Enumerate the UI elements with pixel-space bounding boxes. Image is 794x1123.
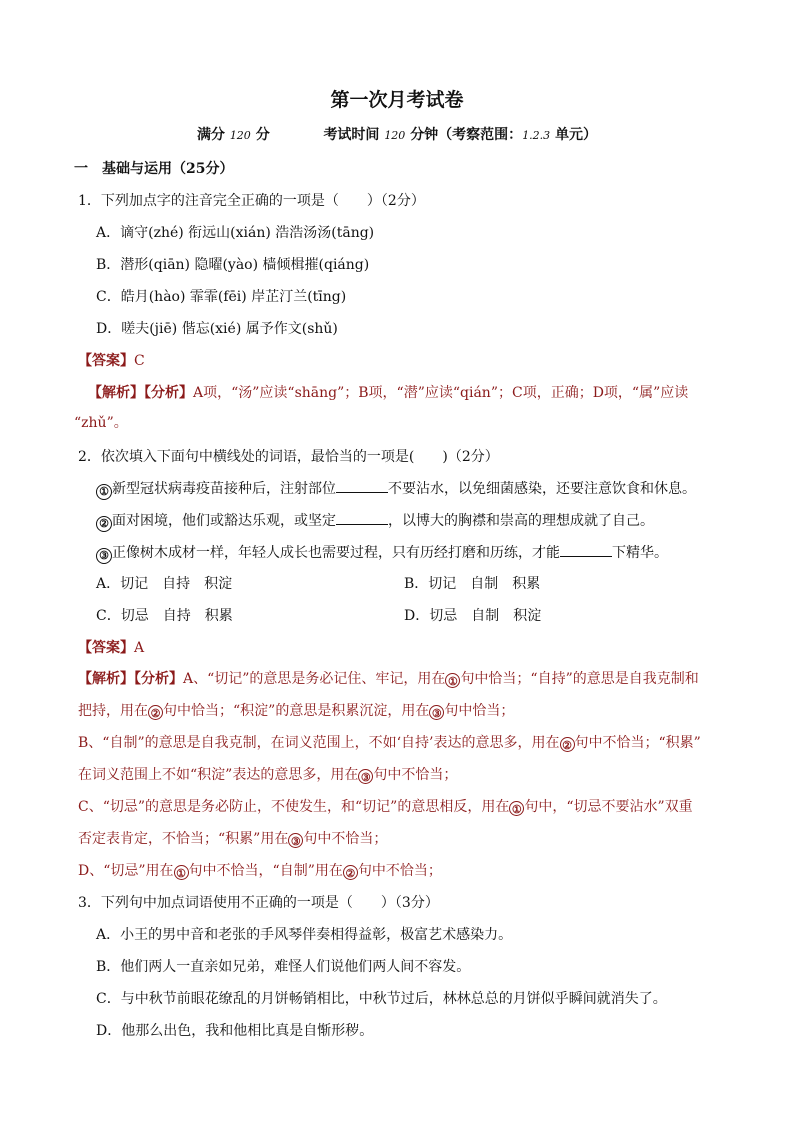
analysis-text: D、“切忌”用在	[78, 863, 174, 879]
range-end: 单元）	[555, 127, 598, 143]
analysis-text: 句中不恰当；“积累”	[574, 735, 701, 751]
analysis-text: 句中恰当；	[444, 703, 515, 719]
analysis-text: 否定表肯定，不恰当；“积累”用在	[78, 831, 289, 847]
analysis-text: 句中恰当；“自持”的意思是自我克制和	[460, 671, 699, 687]
time-label: 考试时间	[323, 127, 380, 143]
fill-blank	[336, 479, 388, 493]
circle-marker: ①	[174, 865, 189, 880]
q3-option-a: A．小王的男中音和老张的手风琴伴奏相得益彰，极富艺术感染力。	[96, 927, 513, 943]
circle-marker: ②	[560, 737, 575, 752]
circle-marker: ①	[509, 801, 524, 816]
q2-sentence-1	[96, 479, 696, 500]
circle-3: ③	[96, 548, 112, 564]
score-value: 120	[229, 129, 251, 142]
q1-option-b: B．潜形(qiān) 隐曜(yào) 樯倾楫摧(qiáng)	[96, 257, 370, 273]
question-3-stem: 3．下列句中加点词语使用不正确的一项是（ ）（3分）	[78, 895, 439, 911]
q3-option-b: B．他们两人一直亲如兄弟，难怪人们说他们两人间不容发。	[96, 959, 471, 975]
answer-tag: 【答案】	[78, 353, 134, 369]
analysis-text: 句中恰当；“积淀”的意思是积累沉淀，用在	[163, 703, 430, 719]
circle-marker: ③	[288, 833, 303, 848]
circle-marker: ③	[429, 705, 444, 720]
q1-answer	[78, 352, 145, 370]
analysis-text: 句中，“切忌不要沾水”双重	[524, 799, 693, 815]
circle-marker: ②	[343, 865, 358, 880]
circle-marker: ②	[148, 705, 163, 720]
q2-sentence-3	[96, 543, 668, 564]
q2-analysis-line-2	[78, 702, 514, 720]
question-2-stem: 2．依次填入下面句中横线处的词语，最恰当的一项是( )（2分）	[78, 449, 499, 465]
q3-option-d: D．他那么出色，我和他相比真是自惭形秽。	[96, 1023, 374, 1039]
q2-option-c: C．切忌 自持 积累	[96, 608, 233, 624]
range-value: 1.2.3	[522, 129, 551, 142]
q1-option-a: A．谪守(zhé) 衔远山(xián) 浩浩汤汤(tāng)	[96, 225, 375, 241]
analysis-text: 把持，用在	[78, 703, 148, 719]
exam-subtitle	[0, 126, 794, 145]
q2-option-a: A．切记 自持 积淀	[96, 576, 233, 592]
sentence-text: 正像树木成材一样，年轻人成长也需要过程，只有历经打磨和历练，才能	[112, 545, 560, 561]
question-1-stem: 1．下列加点字的注音完全正确的一项是（ ）（2分）	[78, 193, 425, 209]
q2-answer	[78, 639, 144, 657]
circle-2: ②	[96, 516, 112, 532]
q2-analysis-line-5	[78, 798, 693, 816]
analysis-text: 句中不恰当；	[357, 863, 442, 879]
q2-analysis-line-7	[78, 862, 442, 880]
time-value: 120	[384, 129, 406, 142]
q2-option-d: D．切忌 自制 积淀	[404, 608, 542, 624]
analysis-text: A项，“汤”应读“shāng”；B项，“潜”应读“qián”；C项，正确；D项，“属”应读	[193, 385, 689, 401]
q2-analysis-line-6	[78, 830, 387, 848]
analysis-text: B、“自制”的意思是自我克制，在词义范围上，不如‘自持’表达的意思多，用在	[78, 735, 560, 751]
analysis-text: 句中不恰当；	[373, 767, 458, 783]
q1-option-c: C．皓月(hào) 霏霏(fēi) 岸芷汀兰(tīng)	[96, 289, 347, 305]
answer-value: C	[134, 353, 145, 369]
analysis-text: 句中不恰当，“自制”用在	[188, 863, 343, 879]
sentence-text: 新型冠状病毒疫苗接种后，注射部位	[112, 481, 336, 497]
sentence-text: 不要沾水，以免细菌感染，还要注意饮食和休息。	[388, 481, 696, 497]
sentence-text: 面对困境，他们或豁达乐观，或坚定	[112, 513, 336, 529]
time-unit: 分钟（考察范围：	[410, 127, 523, 143]
q2-analysis-line-3	[78, 734, 701, 752]
q1-analysis-cont: “zhǔ”。	[74, 415, 128, 431]
score-label: 满分	[196, 127, 225, 143]
analysis-text: C、“切忌”的意思是务必防止，不使发生，和“切记”的意思相反，用在	[78, 799, 510, 815]
circle-marker: ③	[358, 769, 373, 784]
analysis-text: 句中不恰当；	[303, 831, 388, 847]
q1-option-d: D．嗟夫(jiē) 偕忘(xié) 属予作文(shǔ)	[96, 321, 338, 337]
score-unit: 分	[255, 127, 270, 143]
q2-option-b: B．切记 自制 积累	[404, 576, 541, 592]
q1-analysis	[88, 384, 688, 402]
circle-1: ①	[96, 484, 112, 500]
analysis-tag: 【解析】【分析】	[88, 385, 193, 401]
circle-marker: ①	[445, 673, 460, 688]
page-title: 第一次月考试卷	[330, 89, 464, 111]
q3-option-c: C．与中秋节前眼花缭乱的月饼畅销相比，中秋节过后，林林总总的月饼似乎瞬间就消失了。	[96, 991, 667, 1007]
section-heading: 一 基础与运用（25分）	[74, 161, 234, 177]
analysis-tag: 【解析】【分析】	[78, 671, 183, 687]
sentence-text: ，以博大的胸襟和崇高的理想成就了自己。	[388, 513, 654, 529]
answer-value: A	[134, 640, 145, 656]
sentence-text: 下精华。	[612, 545, 668, 561]
fill-blank	[560, 543, 612, 557]
q2-sentence-2	[96, 511, 654, 532]
analysis-text: 在词义范围上不如“积淀”表达的意思多，用在	[78, 767, 359, 783]
q2-analysis-line-1	[78, 670, 699, 688]
analysis-text: A、“切记”的意思是务必记住、牢记，用在	[183, 671, 446, 687]
q2-analysis-line-4	[78, 766, 457, 784]
fill-blank	[336, 511, 388, 525]
answer-tag: 【答案】	[78, 640, 134, 656]
